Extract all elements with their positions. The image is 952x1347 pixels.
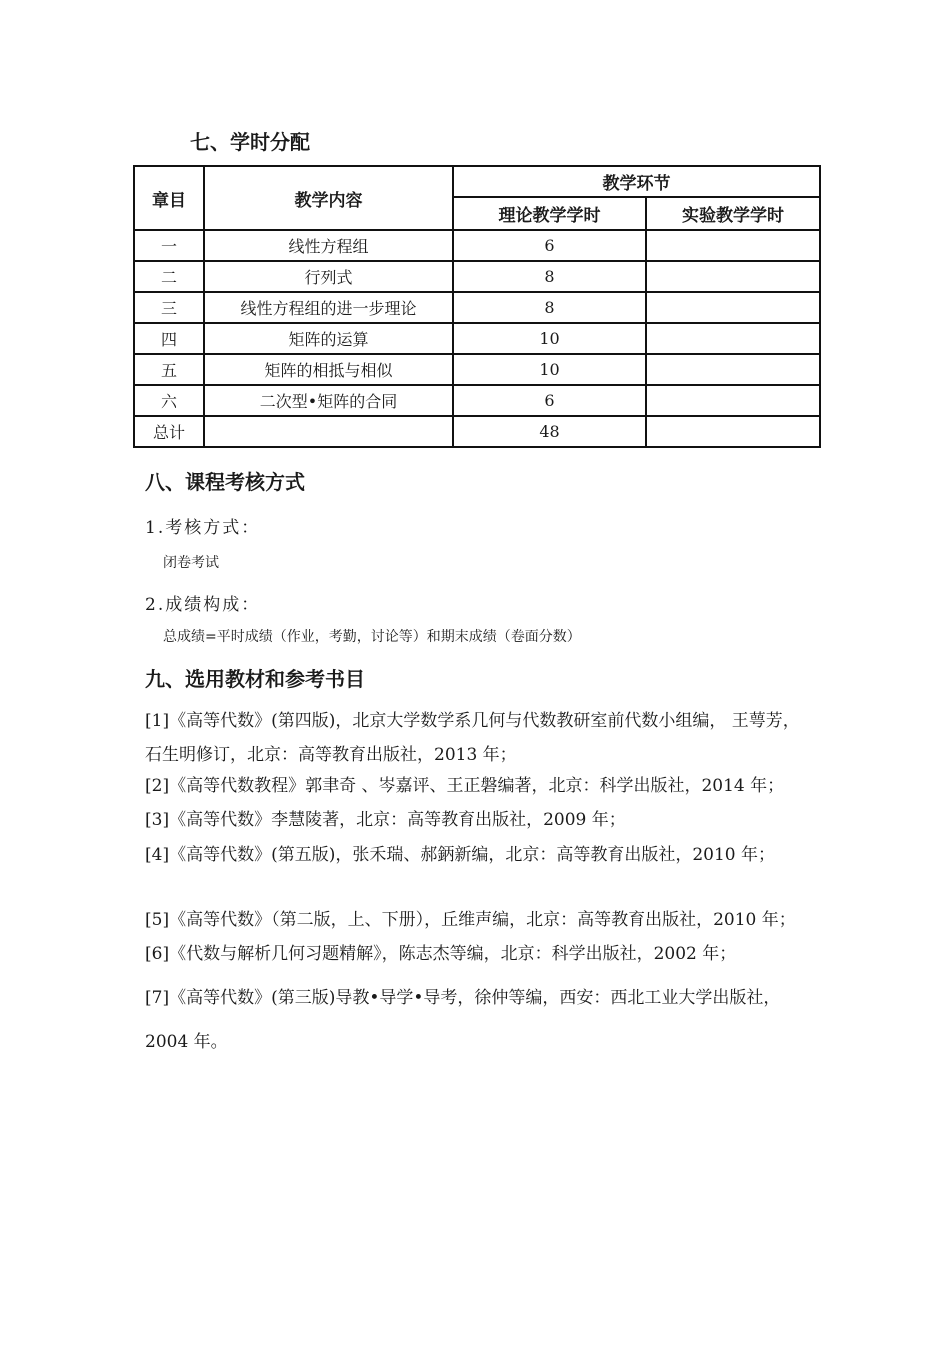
lab-hours-cell: [646, 292, 820, 323]
header-teaching-group: 教学环节: [453, 166, 820, 197]
chapter-cell: 四: [134, 323, 204, 354]
lab-hours-cell: [646, 261, 820, 292]
chapter-cell: 总计: [134, 416, 204, 447]
exam-method-title: 1.考核方式：: [145, 518, 261, 538]
header-theory-hours: 理论教学学时: [453, 197, 646, 230]
table-row: [134, 354, 820, 385]
reference-item: [2]《高等代数教程》郭聿奇 、岑嘉评、王正磐编著，北京：科学出版社，2014 年；: [145, 776, 785, 796]
content-cell: 线性方程组: [204, 230, 453, 261]
lab-hours-cell: [646, 230, 820, 261]
content-cell: 矩阵的运算: [204, 323, 453, 354]
lab-hours-cell: [646, 323, 820, 354]
section-7-title: 七、学时分配: [190, 130, 310, 154]
content-cell: 线性方程组的进一步理论: [204, 292, 453, 323]
content-cell: 矩阵的相抵与相似: [204, 354, 453, 385]
table-row: [134, 385, 820, 416]
content-cell: [204, 416, 453, 447]
content-cell: 行列式: [204, 261, 453, 292]
grade-composition-title: 2.成绩构成：: [145, 595, 261, 615]
theory-hours-cell: 6: [453, 230, 646, 261]
lab-hours-cell: [646, 416, 820, 447]
chapter-cell: 六: [134, 385, 204, 416]
table-total-row: [134, 416, 820, 447]
header-content: 教学内容: [204, 166, 453, 230]
theory-hours-cell: 6: [453, 385, 646, 416]
table-row: [134, 292, 820, 323]
reference-item: [5]《高等代数》（第二版，上、下册），丘维声编，北京：高等教育出版社，2010 年；: [145, 910, 796, 930]
lab-hours-cell: [646, 385, 820, 416]
chapter-cell: 三: [134, 292, 204, 323]
content-cell: 二次型•矩阵的合同: [204, 385, 453, 416]
reference-item: [7]《高等代数》(第三版)导教•导学•导考，徐仲等编，西安：西北工业大学出版社，2004 年。: [145, 988, 781, 1052]
lab-hours-cell: [646, 354, 820, 385]
reference-item: [3]《高等代数》李慧陵著，北京：高等教育出版社，2009 年；: [145, 810, 626, 830]
class-hour-table: [133, 165, 821, 448]
chapter-cell: 一: [134, 230, 204, 261]
section-8-title: 八、课程考核方式: [145, 470, 305, 494]
section-9-title: 九、选用教材和参考书目: [145, 667, 365, 691]
grade-composition-value: 总成绩=平时成绩（作业，考勤，讨论等）和期末成绩（卷面分数）: [163, 629, 581, 645]
theory-hours-cell: 48: [453, 416, 646, 447]
exam-method-value: 闭卷考试: [163, 555, 219, 571]
chapter-cell: 二: [134, 261, 204, 292]
table-row: [134, 230, 820, 261]
table-row: [134, 323, 820, 354]
theory-hours-cell: 8: [453, 292, 646, 323]
chapter-cell: 五: [134, 354, 204, 385]
header-chapter: 章目: [134, 166, 204, 230]
reference-item: [6]《代数与解析几何习题精解》，陈志杰等编，北京：科学出版社，2002 年；: [145, 944, 737, 964]
reference-item: [4]《高等代数》(第五版)，张禾瑞、郝鈵新编，北京：高等教育出版社，2010 年；: [145, 845, 776, 865]
theory-hours-cell: 8: [453, 261, 646, 292]
header-lab-hours: 实验教学学时: [646, 197, 820, 230]
theory-hours-cell: 10: [453, 323, 646, 354]
theory-hours-cell: 10: [453, 354, 646, 385]
reference-item: [1]《高等代数》(第四版)，北京大学数学系几何与代数教研室前代数小组编， 王萼芳，石生明修订，北京：高等教育出版社，2013 年；: [145, 711, 800, 765]
table-row: [134, 261, 820, 292]
